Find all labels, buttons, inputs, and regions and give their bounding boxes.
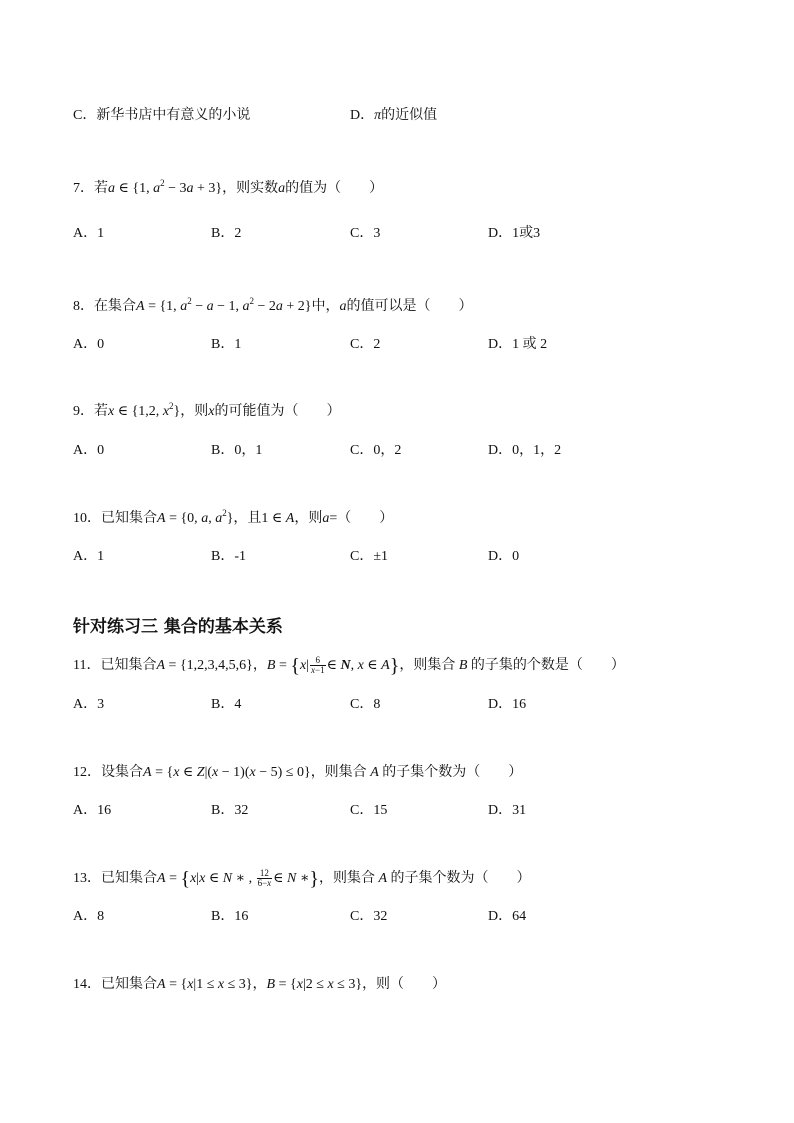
- question-10: 10．已知集合A = {0, a, $a^2$}，且1 ∈ A，则a=（ ）: [73, 508, 394, 526]
- q12-option-d: D．31: [488, 803, 527, 818]
- q11-option-c: C．8: [350, 697, 381, 712]
- q11-option-b: B．4: [211, 697, 242, 712]
- question-11: 11．已知集合A = {1,2,3,4,5,6}，B = {x| $\frac{6}{x-1}$ ∈ N, x ∈ A}，则集合 B 的子集的个数是（ ）: [73, 655, 625, 677]
- q6-option-c: C．新华书店中有意义的小说: [73, 108, 251, 123]
- q7-option-c: C．3: [350, 226, 381, 241]
- q13-option-a: A．8: [73, 909, 105, 924]
- q13-option-c: C．32: [350, 909, 388, 924]
- q7-option-d: D．1或3: [488, 226, 541, 241]
- q8-option-b: B．1: [211, 337, 242, 352]
- section-title: 针对练习三 集合的基本关系: [73, 617, 283, 637]
- q12-option-a: A．16: [73, 803, 112, 818]
- q7-option-a: A．1: [73, 226, 105, 241]
- q9-option-b: B．0，1: [211, 443, 263, 458]
- q13-option-d: D．64: [488, 909, 527, 924]
- q11-option-d: D．16: [488, 697, 527, 712]
- question-7: 7．若a ∈ {1, $a^2 - 3a + 3$}，则实数a的值为（ ）: [73, 178, 384, 196]
- q9-option-a: A．0: [73, 443, 105, 458]
- q8-option-c: C．2: [350, 337, 381, 352]
- q9-option-d: D．0，1，2: [488, 443, 562, 458]
- q12-option-c: C．15: [350, 803, 388, 818]
- q11-option-a: A．3: [73, 697, 105, 712]
- q10-option-d: D．0: [488, 549, 520, 564]
- q6-option-d: D．π的近似值: [350, 108, 438, 123]
- question-13: 13．已知集合A = {x|x ∈ N ∗ , $\frac{12}{6-x}$ ∈ N ∗}，则集合 A 的子集个数为（ ）: [73, 868, 531, 890]
- q13-option-b: B．16: [211, 909, 249, 924]
- q8-option-d: D．1 或 2: [488, 337, 548, 352]
- q9-option-c: C．0，2: [350, 443, 402, 458]
- question-12: 12．设集合A = {x ∈ Z|(x − 1)(x − 5) ≤ 0}，则集合 A 的子集个数为（ ）: [73, 765, 523, 780]
- question-8: 8．在集合A = {1, $a^2 - a - 1$, $a^2 - 2a + 2$}中，a的值可以是（ ）: [73, 296, 473, 314]
- q7-option-b: B．2: [211, 226, 242, 241]
- q12-option-b: B．32: [211, 803, 249, 818]
- q10-option-c: C．±1: [350, 549, 389, 564]
- q10-option-a: A．1: [73, 549, 105, 564]
- question-14: 14．已知集合A = {x|1 ≤ x ≤ 3}，B = {x|2 ≤ x ≤ 3}，则（ ）: [73, 977, 447, 992]
- question-9: 9．若x ∈ {1,2, $x^2$}，则x的可能值为（ ）: [73, 401, 341, 419]
- q10-option-b: B．-1: [211, 549, 246, 564]
- q8-option-a: A．0: [73, 337, 105, 352]
